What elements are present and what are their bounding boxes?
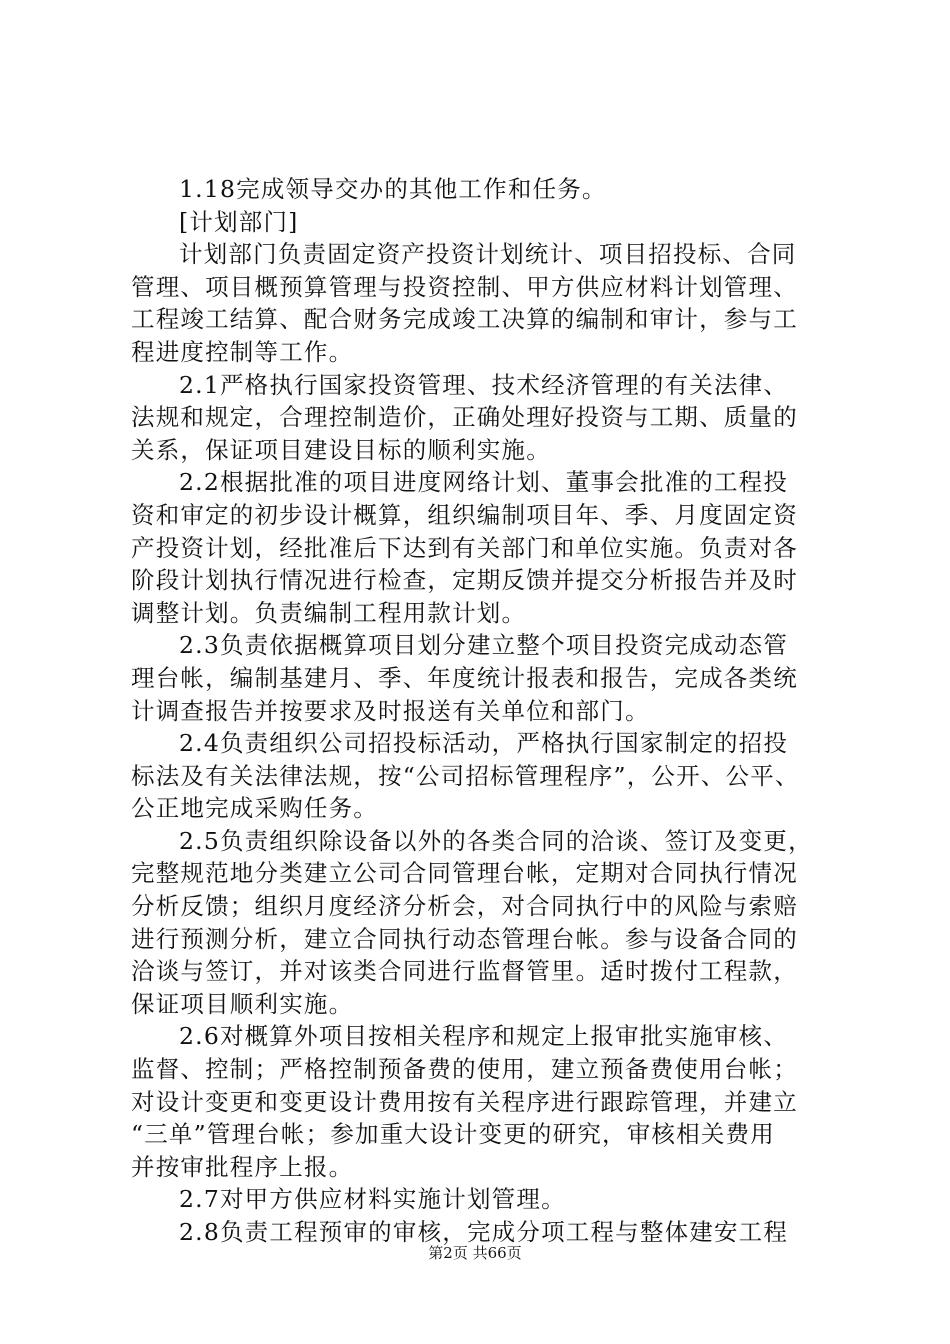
text-line: 调整计划。负责编制工程用款计划。 bbox=[131, 598, 527, 627]
page-footer bbox=[0, 1242, 950, 1263]
text-line: 并按审批程序上报。 bbox=[131, 1152, 354, 1181]
text-line: 2.8负责工程预审的审核，完成分项工程与整体建安工程 bbox=[179, 1218, 789, 1246]
text-line: 洽谈与签订，并对该类合同进行监督管里。适时拨付工程款， bbox=[131, 957, 798, 986]
text-line: 2.7对甲方供应材料实施计划管理。 bbox=[179, 1185, 566, 1214]
text-line: 计调查报告并按要求及时报送有关单位和部门。 bbox=[131, 696, 650, 725]
text-line: 关系，保证项目建设目标的顺利实施。 bbox=[131, 435, 551, 464]
text-line: 理台帐，编制基建月、季、年度统计报表和报告，完成各类统 bbox=[131, 663, 798, 692]
text-line: 完整规范地分类建立公司合同管理台帐，定期对合同执行情况 bbox=[131, 859, 798, 888]
page-number: 第2页 共66页 bbox=[428, 1244, 522, 1262]
text-line: 2.6对概算外项目按相关程序和规定上报审批实施审核、 bbox=[179, 1022, 789, 1051]
text-line: 2.3负责依据概算项目划分建立整个项目投资完成动态管 bbox=[179, 631, 789, 660]
text-line: 标法及有关法律法规，按“公司招标管理程序”，公开、公平、 bbox=[131, 761, 800, 790]
text-line: 管理、项目概预算管理与投资控制、甲方供应材料计划管理、 bbox=[131, 272, 798, 301]
text-line: 2.5负责组织除设备以外的各类合同的洽谈、签订及变更， bbox=[179, 826, 813, 855]
text-line: 公正地完成采购任务。 bbox=[131, 794, 378, 823]
text-line: 进行预测分析，建立合同执行动态管理台帐。参与设备合同的 bbox=[131, 924, 798, 953]
text-line: “三单”管理台帐；参加重大设计变更的研究，审核相关费用 bbox=[131, 1120, 775, 1149]
text-line: 阶段计划执行情况进行检查，定期反馈并提交分析报告并及时 bbox=[131, 566, 798, 595]
text-line: 2.2根据批准的项目进度网络计划、董事会批准的工程投 bbox=[179, 468, 789, 497]
text-line: 产投资计划，经批准后下达到有关部门和单位实施。负责对各 bbox=[131, 533, 798, 562]
text-line: 分析反馈；组织月度经济分析会，对合同执行中的风险与索赔 bbox=[131, 892, 798, 921]
text-line: 对设计变更和变更设计费用按有关程序进行跟踪管理，并建立 bbox=[131, 1087, 798, 1116]
text-line: 程进度控制等工作。 bbox=[131, 337, 354, 366]
text-line: 1.18完成领导交办的其他工作和任务。 bbox=[179, 175, 607, 203]
text-line: 2.4负责组织公司招投标活动，严格执行国家制定的招投 bbox=[179, 729, 789, 758]
text-line: 保证项目顺利实施。 bbox=[131, 989, 354, 1018]
text-line: 工程竣工结算、配合财务完成竣工决算的编制和审计，参与工 bbox=[131, 305, 798, 334]
section-heading: [计划部门] bbox=[179, 207, 299, 236]
text-line: 计划部门负责固定资产投资计划统计、项目招投标、合同 bbox=[179, 240, 797, 269]
text-line: 法规和规定，合理控制造价，正确处理好投资与工期、质量的 bbox=[131, 403, 798, 432]
document-body bbox=[131, 173, 831, 1249]
text-line: 资和审定的初步设计概算，组织编制项目年、季、月度固定资 bbox=[131, 500, 798, 529]
text-line: 监督、控制；严格控制预备费的使用，建立预备费使用台帐； bbox=[131, 1055, 798, 1084]
text-line: 2.1严格执行国家投资管理、技术经济管理的有关法律、 bbox=[179, 370, 789, 399]
